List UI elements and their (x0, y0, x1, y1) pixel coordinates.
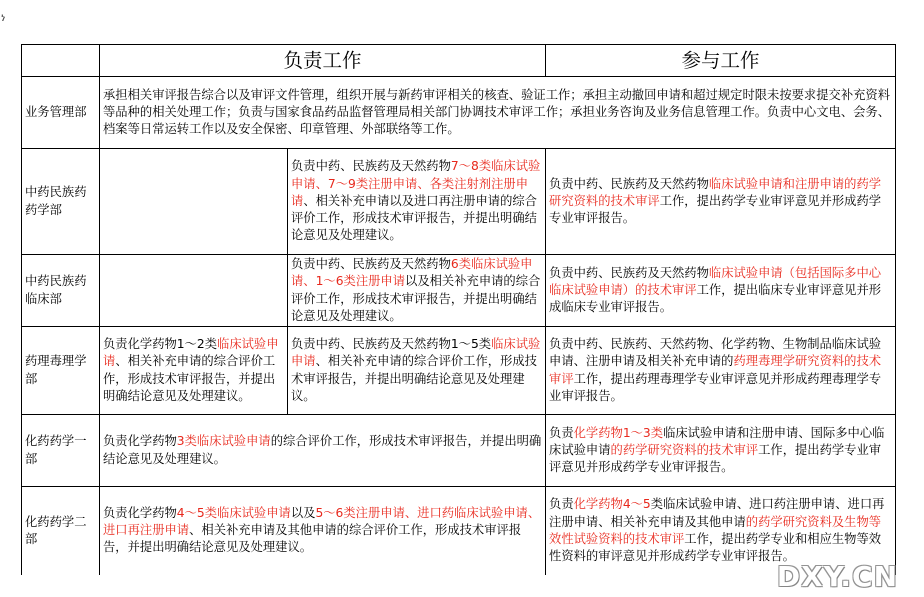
cell-text: 以及相关补充申请的综合评价工作，形成技术审评报告，并提出明确结论意见及处理建议。 (291, 274, 541, 323)
responsible-cell-b (288, 327, 546, 415)
cell-text: 负责化学药物 (103, 434, 177, 449)
highlighted-text: 临床试验申请和注册申请的药学研究资料的技术审评 (549, 176, 882, 208)
cell-text: 、相关补充申请的综合评价工作，形成技术审评报告，并提出明确结论意见及处理建议。 (103, 354, 276, 403)
cell-text: 、相关补充申请以及进口再注册申请的综合评价工作，形成技术审评报告，并提出明确结论意见及处理建议。 (291, 193, 537, 243)
table-row (22, 415, 896, 487)
highlighted-text: 临床试验申请（包括国际多中心临床试验申请）的技术审评 (549, 265, 882, 297)
dept-cell: 中药民族药临床部 (22, 255, 100, 327)
dept-cell: 中药民族药药学部 (22, 149, 100, 255)
highlighted-text: 5～6类注册申请、进口药临床试验申请、进口再注册申请 (103, 505, 541, 538)
cell-text: 负责中药、民族药及天然药物 (549, 265, 709, 280)
highlighted-text: 7～8类临床试验申请、7～9类注册申请、各类注射剂注册申请 (291, 159, 541, 208)
dept-cell: 化药药学一部 (22, 415, 100, 487)
cell-text: 负责中药、民族药、天然药物、化学药物、生物制品临床试验申请、注册申请及相关补充申请的 (549, 337, 882, 369)
cell-text: 以及 (290, 505, 316, 520)
dept-cell: 业务管理部 (22, 77, 100, 149)
highlighted-text: 6类临床试验申请、1～6类注册申请 (291, 257, 533, 289)
cell-text: 临床试验申请和注册申请、国际多中心临床试验申请 (549, 425, 885, 457)
responsible-cell-b (288, 149, 546, 255)
cell-text: 承担相关审评报告综合以及审评文件管理，组织开展与新药审评相关的核查、验证工作；承担主动撤回申请和超过规定时限未按要求提交补充资料等品种的相关处理工作；负责与国家食品药品监督管理局相关部门协调技术审评工作；承担业务咨询及业务信息管理工作。负责中心文电、会务、档案等日常运转工作以及安全保密、印章管理、外部联络等工作。 (103, 87, 891, 137)
cell-text: 负责 (549, 497, 574, 512)
table-row (22, 327, 896, 415)
participate-cell (546, 415, 896, 487)
responsibility-table (21, 44, 896, 575)
watermark-logo: DXY.CN (776, 560, 898, 593)
highlighted-text: 药理毒理学研究资料的技术审评 (549, 354, 882, 386)
cell-text: 负责中药、民族药及天然药物 (549, 176, 709, 191)
dept-cell: 化药药学二部 (22, 487, 100, 575)
dept-cell: 药理毒理学部 (22, 327, 100, 415)
cell-text: 的综合评价工作，形成技术审评报告，并提出明确结论意见及处理建议。 (103, 434, 542, 466)
cell-text: 负责中药、民族药及天然药物 (291, 257, 451, 272)
participate-cell (546, 327, 896, 415)
responsible-cell-a (100, 255, 288, 327)
table-row (22, 77, 896, 149)
header-row (22, 45, 896, 77)
highlighted-text: 的药学研究资料的技术审评 (610, 442, 759, 457)
header-corner-cell (22, 45, 100, 77)
table-row (22, 487, 896, 575)
cell-text: 、相关补充申请的综合评价工作，形成技术审评报告，并提出明确结论意见及处理建议。 (291, 354, 537, 403)
responsible-cell (100, 487, 546, 575)
cell-text: 、相关补充申请及其他申请的综合评价工作，形成技术审评报告，并提出明确结论意见及处理建议。 (103, 523, 522, 555)
cell-text: 工作，提出药理毒理学专业审评意见并形成药理毒理学专业审评报告。 (549, 371, 882, 403)
cell-text: 工作，提出药学专业审评意见并形成药学专业审评报告。 (549, 193, 882, 226)
participate-cell (546, 149, 896, 255)
cell-text: 负责 (549, 425, 574, 440)
cell-text: 工作，提出药学专业和相应生物等效性资料的审评意见并形成药学专业审评报告。 (549, 531, 882, 563)
header-participate: 参与工作 (546, 45, 896, 77)
header-responsible: 负责工作 (100, 45, 546, 77)
highlighted-text: 4～5类临床试验申请 (176, 505, 291, 520)
cell-text: 负责中药、民族药及天然药物1～5类 (291, 337, 492, 352)
table-row (22, 255, 896, 327)
cell-text: 负责中药、民族药及天然药物 (291, 159, 451, 174)
highlighted-text: 临床试验申请 (291, 337, 541, 369)
highlighted-text: 化学药物1～3类 (573, 425, 664, 440)
cell-text: 工作，提出临床专业审评意见并形成临床专业审评报告。 (549, 282, 882, 315)
responsible-cell-a (100, 149, 288, 255)
responsible-cell-b (288, 255, 546, 327)
participate-cell (546, 255, 896, 327)
highlighted-text: 化学药物4～5 (573, 497, 651, 512)
highlighted-text: 临床试验申请 (103, 337, 279, 369)
cell-text: 类临床试验申请、进口药注册申请、进口再注册申请、相关补充申请及其他申请 (549, 497, 885, 529)
responsible-cell-a (100, 327, 288, 415)
highlighted-text: 的药学研究资料及生物等效性试验资料的技术审评 (549, 514, 882, 546)
corner-glyph: ነ (1, 11, 6, 24)
cell-text: 负责化学药物 (103, 505, 177, 520)
responsible-cell (100, 415, 546, 487)
cell-text: 负责化学药物1～2类 (103, 337, 218, 352)
table-row (22, 149, 896, 255)
cell-text: 工作，提出药学专业审评意见并形成药学专业审评报告。 (549, 442, 882, 475)
highlighted-text: 3类临床试验申请 (176, 434, 271, 449)
merged-duty-cell (100, 77, 896, 149)
